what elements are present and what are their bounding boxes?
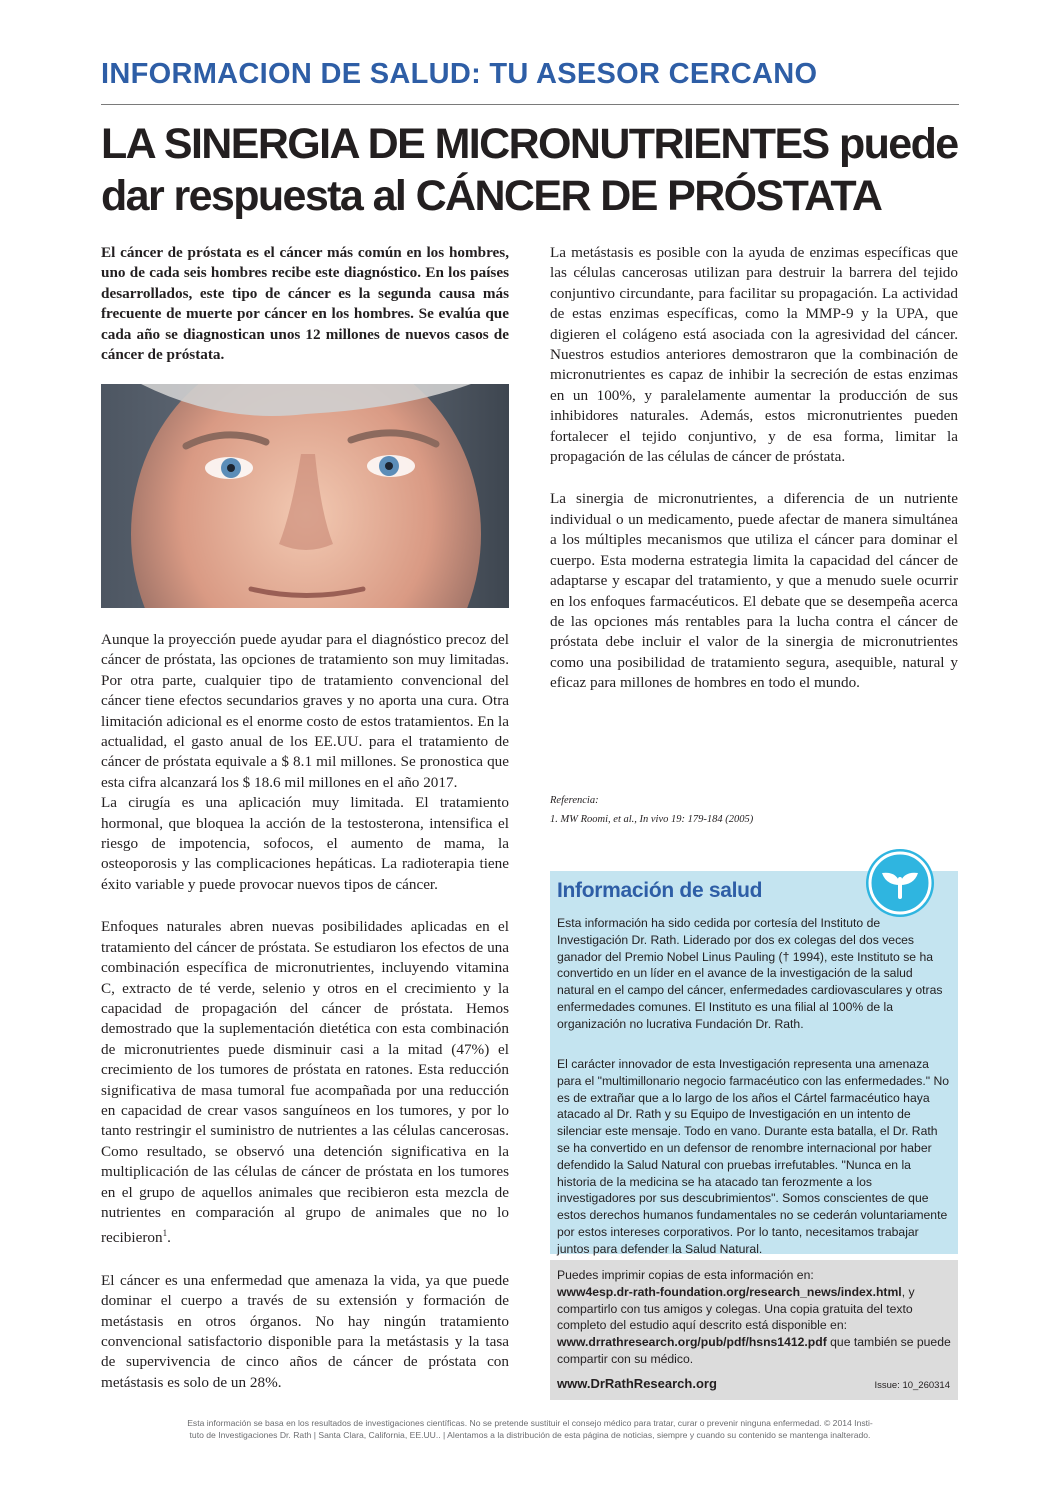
right-column-body [550,243,958,694]
footnote-marker: 1 [162,1228,168,1239]
info-box-paragraph: El carácter innovador de esta Investigación representa una amenaza para el "multimillonario negocio farmacéutico con las enfermedades." No es de extrañar que a lo largo de los años el Cártel farmacéutico haya atacado al Dr. Rath y su Equipo de Investigación en un intento de silenciar este mensaje. Todo en vano. Durante esta batalla, el Dr. Rath se ha convertido en un defensor de renombre internacional por haber defendido la Salud Natural con pruebas irrefutables. "Nunca en la historia de la medicina se ha atacado tan ferozmente a los investigadores por sus descubrimientos". Somos conscientes de que estos derechos humanos fundamentales no se cederán voluntariamente por estos intereses corporativos. Por lo tanto, necesitamos trabajar juntos para defender la Salud Natural. [557,1057,950,1256]
body-paragraph: La sinergia de micronutrientes, a diferencia de un nutriente individual o un medicamento, puede afectar de manera simultánea a los múltiples mecanismos que utiliza el cáncer para dominar el cuerpo. Esta moderna estrategia limita la capacidad del cáncer de adaptarse y escapar del tratamiento, y que a menudo suele ocurrir en los enfoques farmacéuticos. El debate que se desempeña acerca de las opciones más rentables para la lucha contra el cáncer de próstata debe incluir el valor de la sinergia de micronutrientes como una posibilidad de tratamiento segura, asequible, natural y eficaz para millones de hombres en todo el mundo. [550,490,958,692]
study-pdf-link[interactable]: www.drrathresearch.org/pub/pdf/hsns1412.pdf [557,1335,827,1350]
reference-label: Referencia: [550,795,599,806]
left-column-body [101,630,509,1393]
man-portrait-photo [101,384,509,608]
section-kicker: INFORMACION DE SALUD: TU ASESOR CERCANO [101,58,818,90]
portrait-illustration [101,384,509,608]
foundation-url-link[interactable]: www4esp.dr-rath-foundation.org/research_news/index.html [557,1284,902,1299]
print-info-line: que también se puede compartir con su médico. [557,1335,951,1366]
print-info-line: , y compartirlo con tus amigos y colegas. Una copia gratuita del texto completo del estudio aquí descrito está disponible en: [557,1284,915,1333]
body-paragraph: Aunque la proyección puede ayudar para el diagnóstico precoz del cáncer de próstata, las opciones de tratamiento son muy limitadas. Por otra parte, cualquier tipo de tratamiento convencional del cáncer tiene efectos secundarios graves y no aporta una cura. Otra limitación adicional es el enorme costo de estos tratamientos. En la actualidad, el gasto anual de los EE.UU. para el tratamiento de cáncer de próstata equivale a $ 8.1 mil millones. Se pronostica que esta cifra alcanzará los $ 18.6 mil millones en el año 2017. [101,631,509,791]
header-divider [101,104,959,105]
body-paragraph: La cirugía es una aplicación muy limitada. El tratamiento hormonal, que bloquea la acción de la testosterona, intensifica el riesgo de impotencia, sofocos, el aumento de mama, la osteoporosis y las complicaciones hepáticas. La radioterapia tiene éxito variable y puede provocar nuevos tipos de cáncer. [101,794,509,893]
print-info-box [550,1260,958,1400]
print-info-text [557,1267,953,1368]
footer-line: tuto de Investigaciones Dr. Rath | Santa Clara, California, EE.UU.. | Alentamos a la distribución de esta página de noticias, siempre y cuando su contenido se mantenga inalterado. [189,1430,871,1440]
headline-line-2: dar respuesta al CÁNCER DE PRÓSTATA [101,172,882,220]
page-title [101,118,961,222]
leaf-sprout-icon [866,849,934,917]
info-box-title: Información de salud [557,879,763,902]
page-footer [101,1417,959,1441]
info-box [550,871,958,1254]
body-paragraph-end: . [167,1229,171,1247]
print-info-line: Puedes imprimir copias de esta información en: [557,1268,814,1282]
body-paragraph: El cáncer es una enfermedad que amenaza la vida, ya que puede dominar el cuerpo a través de su extensión y formación de metástasis en otros órganos. No hay ningún tratamiento convencional satisfactorio disponible para la metástasis y la tasa de supervivencia de cinco años de cáncer de próstata con metástasis es solo de un 28%. [101,1271,509,1391]
issue-number: Issue: 10_260314 [874,1380,950,1391]
intro-paragraph: El cáncer de próstata es el cáncer más común en los hombres, uno de cada seis hombres recibe este diagnóstico. En los países desarrollados, este tipo de cáncer es la segunda causa más frecuente de muerte por cáncer en los hombres. Se evalúa que cada año se diagnostican unos 12 millones de nuevos casos de cáncer de próstata. [101,244,509,364]
body-paragraph: La metástasis es posible con la ayuda de enzimas específicas que las células cancerosas utilizan para destruir la barrera del tejido conjuntivo circundante, para facilitar su propagación. La actividad de estas enzimas específicas, como la MMP-9 y la UPA, que digieren el colágeno está asociada con la agresividad del cáncer. Nuestros estudios anteriores demostraron que la combinación de micronutrientes es capaz de inhibir la secreción de estas enzimas en un 100%, y paralelamente aumentar la producción de sus inhibidores naturales. Además, estos micronutrientes pueden fortalecer el tejido conjuntivo, y de esa forma, limitar la propagación de las células de cáncer de próstata. [550,244,958,466]
reference-block [550,791,958,829]
research-site-link[interactable]: www.DrRathResearch.org [557,1376,717,1391]
body-paragraph [101,917,509,1249]
reference-citation: 1. MW Roomi, et al., In vivo 19: 179-184 (2005) [550,814,754,825]
body-paragraph-text: Enfoques naturales abren nuevas posibilidades aplicadas en el tratamiento del cáncer de próstata. Se estudiaron los efectos de una combinación específica de micronutrientes, incluyendo vitamina C, extracto de té verde, selenio y otros en el crecimiento y la capacidad de propagación del cáncer de próstata. Hemos demostrado que la suplementación dietética con esta combinación de micronutrientes puede disminuir casi a la mitad (47%) el crecimiento de los tumores de próstata en ratones. Esta reducción significativa de masa tumoral fue acompañada por una reducción en capacidad de crear vasos sanguíneos en los tumores, y por lo tanto restringir el suministro de nutrientes a las células cancerosas. Como resultado, se observó una detención significativa en la multiplicación de las células de cáncer de próstata en los tumores en el grupo de aquellos animales que recibieron esta mezcla de nutrientes en comparación al grupo de animales que no lo recibieron [101,918,509,1247]
info-box-paragraph: Esta información ha sido cedida por cortesía del Instituto de Investigación Dr. Rath. Liderado por dos ex colegas del dos veces ganador del Premio Nobel Linus Pauling († 1994), este Instituto se ha convertido en un líder en el avance de la investigación de la salud natural en el campo del cáncer, enfermedades cardiovasculares y otras enfermedades comunes. El Instituto es una filial al 100% de la organización no lucrativa Fundación Dr. Rath. [557,916,943,1031]
footer-line: Esta información se basa en los resultados de investigaciones científicas. No se pretende sustituir el consejo médico para tratar, curar o prevenir ninguna enfermedad. © 2014 Insti- [187,1418,873,1428]
headline-line-1: LA SINERGIA DE MICRONUTRIENTES puede [101,120,958,168]
